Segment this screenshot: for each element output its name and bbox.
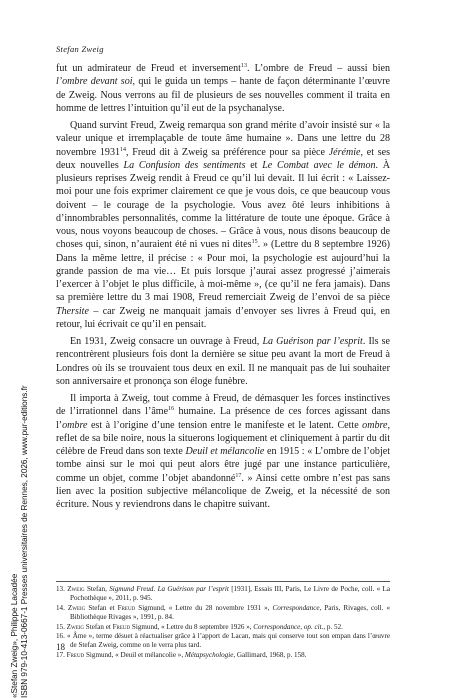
- side-credit: [10, 385, 30, 698]
- author-name: Zweig: [66, 622, 85, 631]
- text-run: et: [245, 159, 263, 171]
- text-run: , et ses deux nouvelles: [56, 146, 390, 171]
- italic-text: l’ombre devant soi: [56, 76, 133, 88]
- text-run: [1931], Essais III, Paris, Le Livre de Poche, coll. « La Pochothèque », 2011, p. 945.: [70, 585, 390, 603]
- italic-text: ombre: [362, 419, 388, 431]
- italic-text: Correspondance, op. cit.: [253, 622, 324, 631]
- text-run: 16. « Âme », terme désuet à réactualiser grâce à l’apport de Lacan, mais qui conserve tout son empan dans l’œuvre de Stefan Zweig, comme on le verra plus tard.: [56, 632, 390, 650]
- text-run: Stefan et: [84, 622, 113, 631]
- footnote-ref: 17: [235, 472, 242, 479]
- italic-text: La Confusion des sentiments: [123, 159, 246, 171]
- text-run: – car Zweig ne manquait jamais d’envoyer ses livres à Freud qui, en retour, lui écrivait ce qu’il en pensait.: [56, 305, 390, 330]
- text-run: Sigmund, « Lettre du 28 novembre 1931 »,: [135, 603, 273, 612]
- text-run: est à l’origine d’une tension entre le manifeste et le latent. Cette: [87, 419, 363, 431]
- author-name: Zweig: [67, 603, 86, 612]
- page-number: 18: [56, 642, 65, 652]
- text-run: . » (Lettre du 8 septembre 1926) Dans la même lettre, il précise : « Pour moi, la psychologie est aujourd’hui la grande passion de ma vie… Et puis lorsque j’aurai assez progressé j’aimerais l’exercer à l’objet le plus difficile, à moi-même », (ce qu’il ne fera jamais). Dans sa première lettre du 3 mai 1908, Freud remerciait Zweig de l’envoi de sa pièce: [56, 239, 391, 304]
- running-head: Stefan Zweig: [56, 44, 104, 54]
- text-run: 17.: [56, 650, 67, 659]
- footnotes: [56, 585, 390, 660]
- italic-text: Thersite: [56, 305, 89, 317]
- text-run: Sigmund, « Lettre du 8 septembre 1926 »,: [130, 622, 254, 631]
- text-run: Stefan,: [84, 585, 110, 593]
- body-text: [56, 62, 390, 515]
- text-run: Quand survint Freud, Zweig remarqua son grand mérite d’avoir insisté sur « la valeur unique et irremplaçable de toute âme humaine ». Dans une lettre du 28 novembre 1931: [56, 120, 390, 158]
- italic-text: Le Combat avec le démon: [262, 159, 376, 171]
- author-name: Freud: [117, 603, 136, 612]
- footnote-ref: 13: [240, 63, 247, 69]
- text-run: . » Ainsi cette ombre n’est pas sans lien avec la position subjective mélancolique de Zweig, et la nécessité de son écriture. Nous y reviendrons dans le chapitre suivant.: [56, 472, 391, 510]
- italic-text: Sigmund Freud. La Guérison par l’esprit: [109, 585, 229, 593]
- italic-text: ombre: [62, 419, 88, 431]
- italic-text: Deuil et mélancolie: [185, 446, 265, 457]
- author-name: Freud: [66, 650, 85, 659]
- paragraph: [56, 335, 390, 388]
- footnote-ref: 16: [168, 406, 175, 413]
- text-run: . Ils se rencontrèrent plusieurs fois dont la dernière se situe peu avant la mort de Freud à Londres où ils se trouvaient tous deux en exil. Il ne manquait pas de lui souhaiter son anniversaire et prononça son éloge funèbre.: [56, 336, 390, 387]
- italic-text: La Guérison par l’esprit: [262, 336, 363, 347]
- footnote: [56, 623, 390, 632]
- text-run: 14.: [56, 603, 68, 612]
- text-run: . L’ombre de Freud – aussi bien: [246, 63, 390, 74]
- italic-text: Métapsychologie: [184, 650, 234, 659]
- footnote: [56, 585, 390, 604]
- paragraph: [56, 119, 390, 331]
- text-run: 13.: [56, 585, 68, 593]
- text-run: . À plusieurs reprises Zweig rendit à Freud ce qu’il lui devait. Il lui écrit : « Laissez-moi pour une fois exprimer clairement ce que je vous dois, ce que beaucoup vous doivent – le courage de la psychologie. Vous avez ôté leurs inhibitions à d’innombrables personnalités, comme la littérature de toute une époque. Grâce à vous, nous voyons beaucoup de choses. – Grâce à vous, nous disons beaucoup de choses qui, sinon, n’auraient été ni vues ni dites: [56, 159, 391, 251]
- footnote-ref: 14: [120, 146, 126, 153]
- footnote-ref: 15: [251, 239, 258, 246]
- footnote: [56, 632, 390, 651]
- paragraph: [56, 62, 390, 115]
- text-run: En 1931, Zweig consacre un ouvrage à Freud,: [70, 336, 263, 347]
- text-run: , Paris, Rivages, coll. « Bibliothèque Rivages », 1991, p. 84.: [70, 603, 390, 622]
- text-run: en 1915 : « L’ombre de l’objet tombe ainsi sur le moi qui peut alors être jugé par une instance particulière, comme un objet, comme l’objet abandonné: [56, 446, 390, 484]
- footnote: [56, 604, 390, 623]
- text-run: Sigmund, « Deuil et mélancolie »,: [84, 650, 185, 659]
- text-run: , Freud dit à Zweig sa préférence pour sa pièce: [126, 146, 329, 158]
- paragraph: [56, 392, 390, 511]
- text-run: 15.: [56, 622, 67, 631]
- text-run: Il importa à Zweig, tout comme à Freud, de démasquer les forces instinctives de l’irrationnel dans l’âme: [56, 393, 390, 418]
- author-name: Freud: [112, 622, 131, 631]
- footnote: [56, 651, 390, 660]
- footnote-separator: [56, 581, 390, 582]
- text-run: , qui le guida un temps – hante de façon déterminante l’œuvre de Zweig. Nous verrons au fil de plusieurs de ses nouvelles comment il traita en homme de lettres l’intuition qu’il eut de la psychanalyse.: [56, 76, 390, 114]
- italic-text: Correspondance: [272, 603, 320, 612]
- side-credit-line-2: ISBN 979-10-413-0667-1 Presses universitaires de Rennes, 2026, www.pur-editions.fr: [20, 385, 29, 698]
- author-name: Zweig: [67, 585, 85, 593]
- text-run: fut un admirateur de Freud et inversement: [56, 63, 241, 74]
- text-run: humaine. La présence de ces forces agissant dans l’: [56, 406, 391, 431]
- text-run: , reflet de sa bile noire, nous la situerons logiquement et cliniquement à partir du dit célèbre de Freud dans son texte: [56, 419, 390, 457]
- side-credit-line-1: «Stefan Zweig», Philippe Lacadée: [10, 573, 19, 698]
- italic-text: Jérémie: [328, 146, 361, 158]
- text-run: , Gallimard, 1968, p. 158.: [233, 650, 307, 659]
- text-run: Stefan et: [85, 603, 118, 612]
- text-run: , p. 52.: [323, 622, 343, 631]
